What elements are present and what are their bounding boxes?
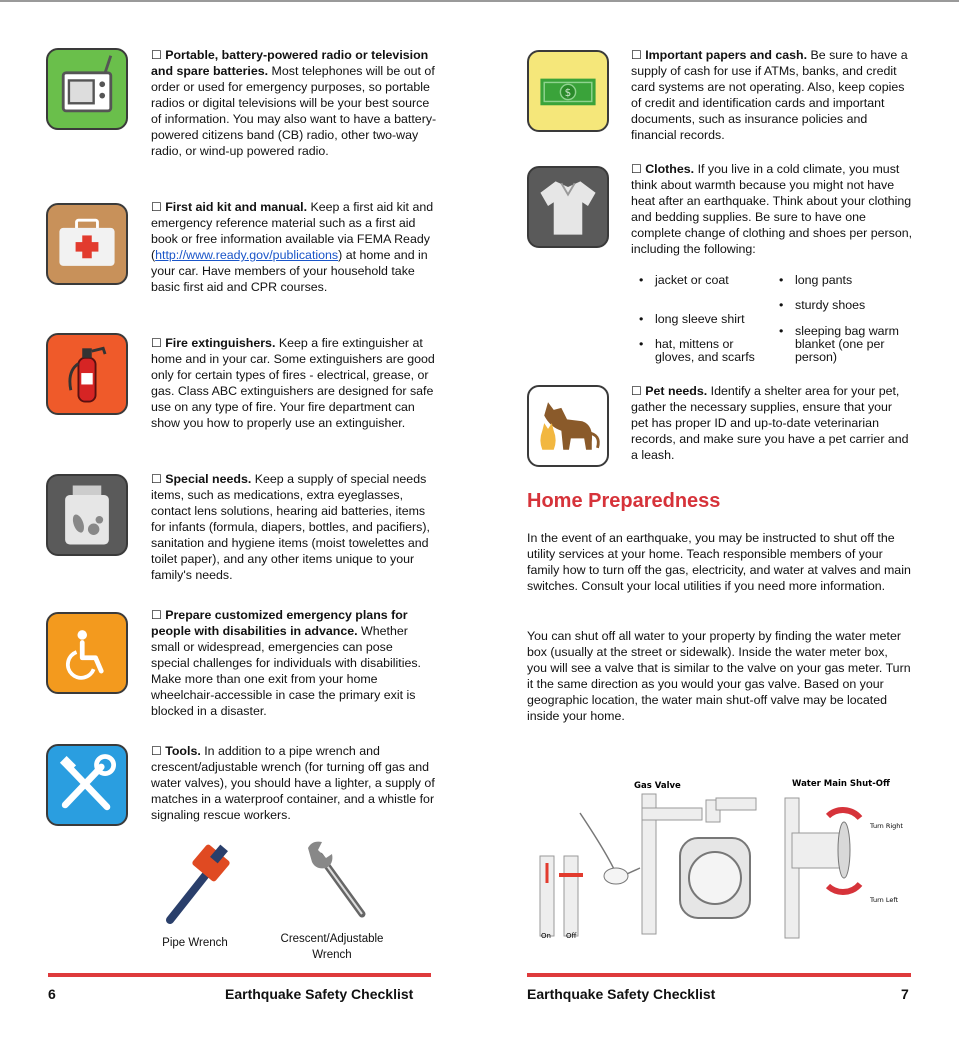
turn-right-arrow-icon xyxy=(828,810,860,818)
water-main-label: Water Main Shut-Off xyxy=(792,779,890,789)
right-footer-title: Earthquake Safety Checklist xyxy=(527,986,716,1002)
pet-needs-item-text: ☐ Pet needs. Identify a shelter area for your pet, gather the necessary supplies, ensure that your pet has proper ID and up-to-date veterinarian records, and make sure you have a pet carrier and a leash. xyxy=(631,384,909,462)
gas-valve-label: Gas Valve xyxy=(634,781,681,791)
home-prep-paragraph-2: You can shut off all water to your property by finding the water meter box (usually at the street or sidewalk). Inside the water meter box, you will see a valve that is similar to the valve on your gas meter. Turn it the same direction as you would your gas valve. Based on your geographic location, the water main shut-off valve may be located inside your home. xyxy=(527,629,911,723)
turn-left-arrow-icon xyxy=(828,884,860,892)
checkbox[interactable]: ☐ xyxy=(631,48,642,62)
checkbox[interactable]: ☐ xyxy=(151,336,162,350)
fire-extinguisher-icon xyxy=(46,333,128,415)
clothes-item-text: ☐ Clothes. If you live in a cold climate, you must think about warmth because you might not have heat after an earthquake. Think about your clothing and bedding supplies. Be sure to have one complete change of clothing and shoes per person, including the following: xyxy=(631,162,913,256)
list-item: • hat, mittens or gloves, and scarfs xyxy=(639,337,755,364)
bullet-glyph: • xyxy=(639,337,644,351)
list-item: • jacket or coat xyxy=(639,273,729,287)
off-indicator-icon xyxy=(559,873,583,877)
checkbox[interactable]: ☐ xyxy=(151,744,162,758)
pipe-wrench-caption: Pipe Wrench xyxy=(162,937,228,949)
shirt-icon xyxy=(527,166,609,248)
pets-icon xyxy=(527,385,609,467)
checkbox[interactable]: ☐ xyxy=(151,48,162,62)
adjustable-wrench-caption-line-2: Wrench xyxy=(312,949,352,961)
bullet-glyph: • xyxy=(639,273,644,287)
footer-rule-right xyxy=(527,973,911,977)
adjustable-wrench-caption-line-1: Crescent/Adjustable xyxy=(280,933,384,945)
valve-diagram xyxy=(530,768,915,943)
special-needs-item-text: ☐ Special needs. Keep a supply of special needs items, such as medications, extra eyeglasses, contact lens solutions, hearing aid batteries, items for infants (formula, diapers, bottles, and pacifiers), sanitation and hygiene items (moist towelettes and toilet paper), and any other items unique to your family's needs. xyxy=(151,472,430,582)
bullet-glyph: • xyxy=(639,312,644,326)
right-page-number: 7 xyxy=(901,986,909,1002)
bullet-glyph: • xyxy=(779,273,784,287)
checkbox[interactable]: ☐ xyxy=(151,608,162,622)
home-preparedness-heading: Home Preparedness xyxy=(527,490,721,512)
left-footer-title: Earthquake Safety Checklist xyxy=(225,986,414,1002)
radio-item-text: ☐ Portable, battery-powered radio or television and spare batteries. Most telephones will be out of order or used for emergency purposes, so portable radios or digital televisions will be your best source of information. You may also want to have a battery-powered citizens band (CB) radio, other two-way radio, or wind-up powered radio. xyxy=(151,48,437,158)
medicine-jar-icon xyxy=(46,474,128,556)
off-label: Off xyxy=(566,932,577,940)
wheelchair-icon xyxy=(46,612,128,694)
bullet-glyph: • xyxy=(779,324,784,338)
pipe-wrench-icon xyxy=(158,842,238,932)
radio-icon xyxy=(46,48,128,130)
footer-rule-left xyxy=(48,973,431,977)
cash-icon xyxy=(527,50,609,132)
list-item: • sleeping bag warm blanket (one per person) xyxy=(779,324,900,364)
adjustable-wrench-caption xyxy=(272,931,392,963)
left-page-number: 6 xyxy=(48,986,56,1002)
fema-ready-link[interactable]: http://www.ready.gov/publications xyxy=(155,248,339,262)
top-rule xyxy=(0,0,959,2)
first-aid-kit-icon xyxy=(46,203,128,285)
checkbox[interactable]: ☐ xyxy=(151,472,162,486)
list-item: • sturdy shoes xyxy=(779,298,866,312)
checkbox[interactable]: ☐ xyxy=(151,200,162,214)
turn-right-label: Turn Right xyxy=(870,822,903,830)
papers-cash-item-text: ☐ Important papers and cash. Be sure to have a supply of cash for use if ATMs, banks, and credit card systems are not operating. Also, keep copies of credit and identification cards and important documents, such as insurance policies and financial records. xyxy=(631,48,908,142)
tools-icon xyxy=(46,744,128,826)
bullet-glyph: • xyxy=(779,298,784,312)
list-item: • long pants xyxy=(779,273,853,287)
checkbox[interactable]: ☐ xyxy=(631,384,642,398)
list-item: • long sleeve shirt xyxy=(639,312,745,326)
first-aid-item-text: ☐ First aid kit and manual. Keep a first aid kit and emergency reference material such as a first aid book or free information available via FEMA Ready (http://www.ready.gov/publications) at home and in your car. Have members of your household take basic first aid and CPR courses. xyxy=(151,200,434,294)
fire-extinguisher-item-text: ☐ Fire extinguishers. Keep a fire extinguisher at home and in your car. Some extinguishers are good only for certain types of fires - electrical, grease, or gas. Class ABC extinguishers are designed for safe use on any type of fire. Your fire department can show you how to properly use an extinguisher. xyxy=(151,336,435,430)
home-prep-paragraph-1: In the event of an earthquake, you may be instructed to shut off the utility services at your home. Teach responsible members of your family how to turn off the gas, electricity, and water at valves and main switches. Consult your local utilities if you need more information. xyxy=(527,531,911,593)
checkbox[interactable]: ☐ xyxy=(631,162,642,176)
turn-left-label: Turn Left xyxy=(870,896,899,904)
svg-text:$: $ xyxy=(564,86,572,99)
on-label: On xyxy=(541,932,551,940)
tools-item-text: ☐ Tools. In addition to a pipe wrench and crescent/adjustable wrench (for turning off gas and water valves), you should have a lighter, a supply of matches in a waterproof container, and a whistle for signaling rescue workers. xyxy=(151,744,435,822)
disabilities-item-text: ☐ Prepare customized emergency plans for people with disabilities in advance. Whether small or widespread, emergencies can pose special challenges for individuals with disabilities. Make more than one exit from your home wheelchair-accessible in case the primary exit is blocked in a disaster. xyxy=(151,608,421,718)
adjustable-wrench-icon xyxy=(302,838,372,920)
